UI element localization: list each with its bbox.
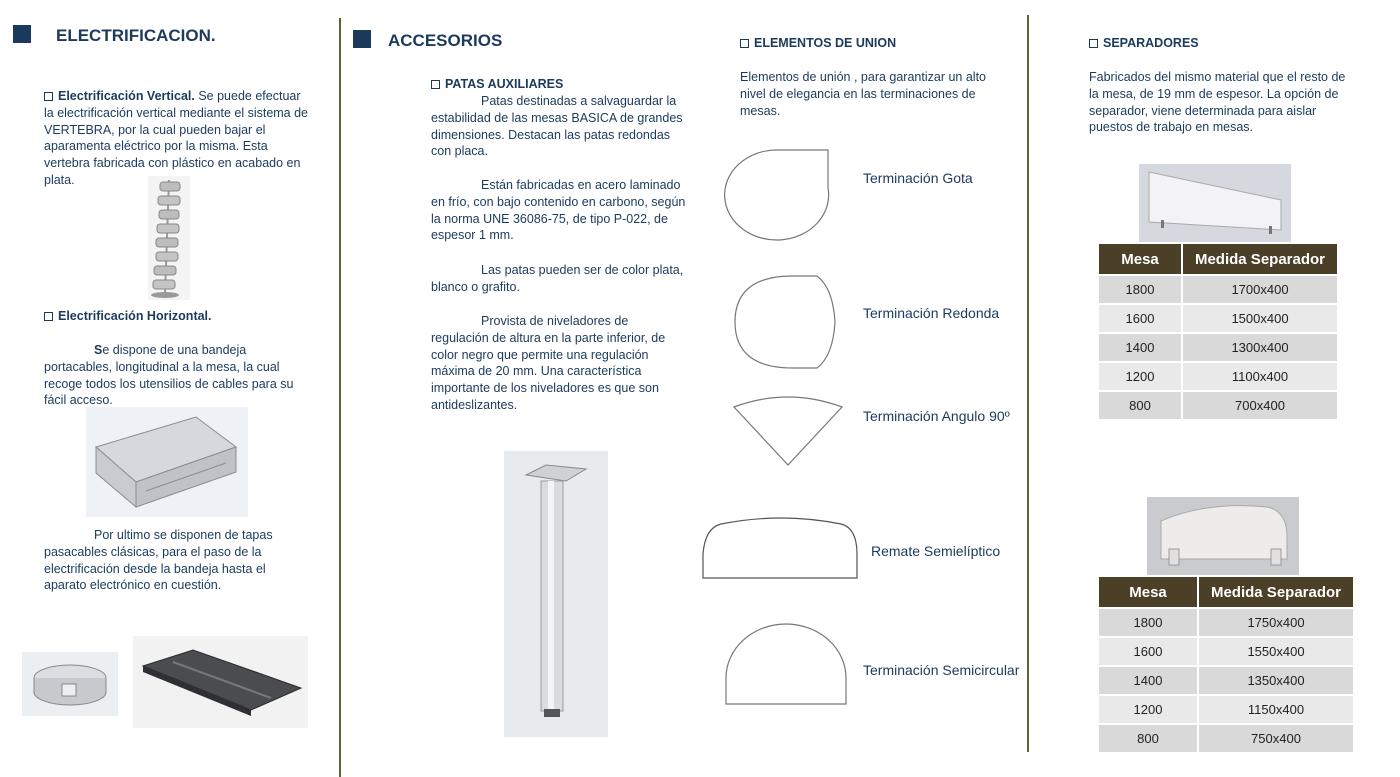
angulo-shape <box>732 393 844 467</box>
table2-header-mesa: Mesa <box>1099 577 1197 607</box>
separator-table-2 <box>1097 575 1355 754</box>
checkbox-icon <box>44 312 53 321</box>
table-cell: 1350x400 <box>1199 667 1353 694</box>
patas-p2 <box>431 177 696 244</box>
table-row <box>1099 334 1337 361</box>
separator-table-1 <box>1097 242 1339 421</box>
patas-p4-text: Provista de niveladores de regulación de altura en la parte inferior, de color negro que permite una regulación máxima de 20 mm. Una característica importante de los niveladores es que son antideslizantes. <box>431 314 666 412</box>
table-cell: 1800 <box>1099 276 1181 303</box>
label-gota: Terminación Gota <box>863 170 973 186</box>
separadores-title: SEPARADORES <box>1103 36 1199 50</box>
table-row <box>1099 276 1337 303</box>
table2-header-medida: Medida Separador <box>1199 577 1353 607</box>
column-divider <box>339 18 341 777</box>
table-cell: 1400 <box>1099 334 1181 361</box>
vertical-text: Se puede efectuar la electrificación vertical mediante el sistema de VERTEBRA, por la cual pueden bajar el aparamenta eléctrico por la misma. Esta vertebra fabricada con plástico en acabado en plata. <box>44 89 309 187</box>
patas-title: PATAS AUXILIARES <box>445 77 564 91</box>
table-cell: 1600 <box>1099 305 1181 332</box>
table-cell: 1400 <box>1099 667 1197 694</box>
patas-p2-text: Están fabricadas en acero laminado en frío, con bajo contenido en carbono, según la norma UNE 36086-75, de tipo P-022, de espesor 1 mm. <box>431 178 686 243</box>
semieliptico-shape <box>701 514 861 580</box>
table-row <box>1099 392 1337 419</box>
separator-image-2 <box>1147 497 1299 575</box>
patas-p3-text: Las patas pueden ser de color plata, blanco o grafito. <box>431 263 684 294</box>
table-cell: 800 <box>1099 392 1181 419</box>
vertical-paragraph <box>44 88 309 189</box>
label-semieliptico: Remate Semielíptico <box>871 543 1001 559</box>
table-cell: 1200 <box>1099 696 1197 723</box>
patas-p1 <box>431 93 691 160</box>
checkbox-icon <box>431 80 440 89</box>
horizontal-text: e dispone de una bandeja portacables, longitudinal a la mesa, la cual recoge todos los utensilios de cables para su fácil acceso. <box>44 343 294 408</box>
tapas-paragraph <box>44 527 299 594</box>
electrificacion-title: ELECTRIFICACION. <box>56 26 216 45</box>
horizontal-title: Electrificación Horizontal. <box>58 309 212 323</box>
table-cell: 1200 <box>1099 363 1181 390</box>
table-row <box>1099 638 1353 665</box>
separadores-title-row <box>1089 36 1199 50</box>
table1-header-mesa: Mesa <box>1099 244 1181 274</box>
table-cell: 700x400 <box>1183 392 1337 419</box>
patas-p1-text: Patas destinadas a salvaguardar la estabilidad de las mesas BASICA de grandes dimensiones. Destacan las patas redondas con placa. <box>431 94 683 159</box>
cable-tray-image <box>86 407 248 517</box>
cable-cover-image <box>133 636 308 728</box>
table-cell: 1300x400 <box>1183 334 1337 361</box>
tapas-text: Por ultimo se disponen de tapas pasacables clásicas, para el paso de la electrificación desde la bandeja hasta el aparato electrónico en cuestión. <box>44 528 273 593</box>
patas-p3 <box>431 262 696 296</box>
table-cell: 1500x400 <box>1183 305 1337 332</box>
column-divider <box>1027 15 1029 752</box>
checkbox-icon <box>1089 39 1098 48</box>
table-row <box>1099 667 1353 694</box>
horizontal-title-row <box>44 309 212 323</box>
table-row <box>1099 725 1353 752</box>
separadores-intro: Fabricados del mismo material que el resto de la mesa, de 19 mm de espesor. La opción de separador, viene determinada para aislar puestos de trabajo en mesas. <box>1089 70 1346 135</box>
label-redonda: Terminación Redonda <box>863 305 1000 321</box>
table-cell: 800 <box>1099 725 1197 752</box>
vertebra-image <box>148 176 190 300</box>
table-leg-image <box>504 451 608 737</box>
table-cell: 1600 <box>1099 638 1197 665</box>
section-square-icon <box>13 25 31 43</box>
vertical-title: Electrificación Vertical. <box>58 89 195 103</box>
separator-image-1 <box>1139 164 1291 242</box>
table-cell: 1800 <box>1099 609 1197 636</box>
semicircular-shape <box>724 622 848 706</box>
elementos-title: ELEMENTOS DE UNION <box>754 36 897 50</box>
section-square-icon <box>353 30 371 48</box>
table-cell: 1550x400 <box>1199 638 1353 665</box>
redonda-shape <box>733 274 839 370</box>
table1-header-medida: Medida Separador <box>1183 244 1337 274</box>
table-cell: 750x400 <box>1199 725 1353 752</box>
grommet-image <box>22 652 118 716</box>
table-row <box>1099 696 1353 723</box>
table-cell: 1100x400 <box>1183 363 1337 390</box>
elementos-intro: Elementos de unión , para garantizar un alto nivel de elegancia en las terminaciones de mesas. <box>740 70 986 118</box>
elementos-title-row <box>740 36 896 50</box>
table-row <box>1099 363 1337 390</box>
checkbox-icon <box>740 39 749 48</box>
table-cell: 1750x400 <box>1199 609 1353 636</box>
table-row <box>1099 609 1353 636</box>
horizontal-first-letter: S <box>94 343 103 357</box>
table-cell: 1700x400 <box>1183 276 1337 303</box>
gota-shape <box>724 148 834 242</box>
table-cell: 1150x400 <box>1199 696 1353 723</box>
label-semicircular: Terminación Semicircular <box>863 662 1020 678</box>
checkbox-icon <box>44 92 53 101</box>
patas-title-row <box>431 77 563 91</box>
table-row <box>1099 305 1337 332</box>
horizontal-paragraph <box>44 342 309 409</box>
accesorios-title: ACCESORIOS <box>388 31 503 50</box>
patas-p4 <box>431 313 686 414</box>
label-angulo: Terminación Angulo 90º <box>863 408 1010 424</box>
